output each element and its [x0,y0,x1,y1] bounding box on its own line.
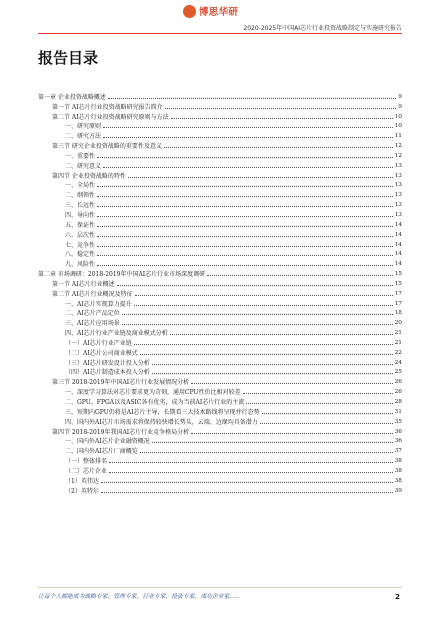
logo-icon [183,5,196,18]
toc-leader-dots [122,314,393,315]
toc-entry-title: （1）英伟达 [38,478,100,485]
toc-entry[interactable] [38,317,402,327]
toc-leader-dots [109,462,393,463]
toc-leader-dots [134,305,393,306]
toc-entry-page: 18 [394,310,402,317]
toc-entry[interactable] [38,91,402,101]
toc-entry-title: 第三节 研究企业投资战略的重要性及意义 [38,143,163,150]
toc-leader-dots [97,186,393,187]
logo-text: 博思华研 [199,7,239,18]
toc-entry[interactable] [38,455,402,465]
toc-entry-title: 二、AI芯片产品定位 [38,310,121,317]
toc-entry[interactable] [38,357,402,367]
toc-entry-page: 10 [394,123,402,130]
toc-entry-title: 二、GPU、FPGA以及ASIC各有优劣，成为当前AI芯片行业的主流 [38,399,245,406]
toc-leader-dots [108,98,396,99]
toc-entry[interactable] [38,101,402,111]
toc-entry[interactable] [38,337,402,347]
toc-entry-title: （一）整体排名 [38,458,108,465]
toc-leader-dots [207,275,392,276]
toc-entry[interactable] [38,278,402,288]
toc-entry-title: 三、短期内GPU仍将是AI芯片主导，长期看三大技术路线将呈现并行态势 [38,409,261,416]
toc-entry-title: （四）AI芯片制造成本投入分析 [38,369,151,376]
toc-entry-title: 九、风险性 [38,261,96,268]
toc-entry-page: 39 [394,487,402,494]
toc-entry[interactable] [38,249,402,259]
toc-entry-title: 第二节 AI芯片行业概况及特征 [38,291,134,298]
toc-entry-title: 八、稳定性 [38,251,96,258]
toc-entry-title: （三）AI芯片研发设计投入分析 [38,360,151,367]
toc-entry-title: 第三节 2018-2019年中国AI芯片行业发展情况分析 [38,379,190,386]
toc-leader-dots [122,324,393,325]
toc-entry-page: 17 [394,290,402,297]
toc-entry[interactable] [38,367,402,377]
toc-entry-page: 12 [394,152,402,159]
toc-leader-dots [152,442,393,443]
toc-entry-page: 37 [394,448,402,455]
toc-entry-page: 38 [394,477,402,484]
toc-leader-dots [101,492,393,493]
toc-entry-page: 13 [394,192,402,199]
toc-entry-page: 35 [394,418,402,425]
toc-entry[interactable] [38,396,402,406]
toc-entry[interactable] [38,209,402,219]
toc-leader-dots [152,373,393,374]
toc-entry-title: 四、AI芯片行业产业链及商业模式分析 [38,330,169,337]
footer-slogan: 让每个人都能成为战略专家，管理专家，行业专家，投资专家，成功企业家…… [38,594,241,600]
toc-leader-dots [97,226,393,227]
toc-entry-page: 9 [398,103,402,110]
toc-leader-dots [246,403,392,404]
toc-entry-page: 13 [394,162,402,169]
toc-entry[interactable] [38,475,402,485]
toc-entry-title: 一、国内外AI芯片企业融资概况 [38,438,151,445]
toc-entry-page: 13 [394,172,402,179]
toc-entry-page: 15 [394,280,402,287]
toc-entry-page: 12 [394,143,402,150]
toc-entry-title: 二、研究意义 [38,163,102,170]
toc-entry-title: 一、深度学习算法对芯片要求更为苛刻，通用CPU性价比相对较差 [38,389,242,396]
toc-entry[interactable] [38,199,402,209]
toc-leader-dots [128,177,393,178]
toc-leader-dots [97,157,393,158]
toc-entry[interactable] [38,436,402,446]
toc-entry[interactable] [38,180,402,190]
toc-entry-page: 14 [394,221,402,228]
toc-leader-dots [243,393,393,394]
toc-entry-title: （2）英特尔 [38,488,100,495]
toc-leader-dots [97,236,393,237]
toc-entry-title: 一、AI芯片实现算力提升 [38,301,133,308]
toc-entry-page: 25 [394,369,402,376]
toc-entry-title: 第四节 2018-2019年我国AI芯片行业竞争格局分析 [38,429,190,436]
toc-entry[interactable] [38,189,402,199]
toc-entry-title: 第一节 AI芯片行业概述 [38,281,116,288]
toc-entry-page: 13 [394,182,402,189]
toc-entry[interactable] [38,160,402,170]
toc-leader-dots [260,423,393,424]
toc-entry[interactable] [38,229,402,239]
toc-entry-page: 26 [394,379,402,386]
page-title: 报告目录 [38,49,99,67]
toc-entry[interactable] [38,406,402,416]
toc-entry-title: （一）AI芯片行业产业链 [38,340,133,347]
table-of-contents [38,91,402,495]
toc-entry-title: 第四节 企业投资战略的特性 [38,173,127,180]
footer-divider [38,587,402,588]
toc-leader-dots [170,334,393,335]
toc-leader-dots [135,295,393,296]
toc-entry-page: 17 [394,300,402,307]
toc-entry-page: 11 [394,133,402,140]
toc-entry[interactable] [38,111,402,121]
toc-entry[interactable] [38,268,402,278]
toc-entry-page: 24 [394,359,402,366]
toc-entry-page: 13 [394,211,402,218]
toc-leader-dots [97,246,393,247]
toc-entry-page: 15 [394,271,402,278]
toc-entry-title: 一、全局性 [38,182,96,189]
toc-leader-dots [191,383,392,384]
toc-leader-dots [97,196,393,197]
toc-entry-title: 第二节 AI芯片行业投资战略研究原则与方法 [38,114,170,121]
page-number: 2 [395,593,400,601]
report-header-title: 2020-2025年中国AI芯片行业投资战略制定与实施研究报告 [243,25,402,32]
toc-entry[interactable] [38,445,402,455]
toc-entry-title: 一、重要性 [38,153,96,160]
toc-leader-dots [97,216,393,217]
toc-entry[interactable] [38,347,402,357]
toc-entry-title: 六、层次性 [38,232,96,239]
toc-entry[interactable] [38,121,402,131]
toc-entry-page: 14 [394,251,402,258]
toc-leader-dots [262,413,393,414]
toc-leader-dots [103,137,393,138]
toc-leader-dots [117,285,393,286]
company-logo [183,4,238,18]
toc-entry-page: 14 [394,231,402,238]
toc-entry-title: 四、国内外AI芯片市场需求将保持较快增长势头，云端、边缘均具备潜力 [38,419,259,426]
toc-leader-dots [103,127,393,128]
toc-leader-dots [103,167,393,168]
toc-leader-dots [140,354,393,355]
toc-entry[interactable] [38,170,402,180]
toc-leader-dots [165,108,397,109]
toc-leader-dots [109,472,393,473]
toc-entry-title: 二、国内外AI芯片厂商概览 [38,448,139,455]
toc-leader-dots [97,206,393,207]
toc-entry[interactable] [38,386,402,396]
toc-entry-page: 10 [394,113,402,120]
toc-leader-dots [97,255,393,256]
toc-entry-page: 13 [394,202,402,209]
toc-entry[interactable] [38,376,402,386]
toc-leader-dots [191,433,392,434]
toc-leader-dots [164,147,393,148]
toc-leader-dots [152,364,393,365]
toc-entry-page: 36 [394,428,402,435]
toc-entry-page: 21 [394,330,402,337]
toc-entry-page: 22 [394,349,402,356]
toc-entry-title: （二）AI芯片公司商业模式 [38,350,139,357]
toc-entry-title: 四、导向性 [38,212,96,219]
toc-entry[interactable] [38,130,402,140]
toc-leader-dots [101,482,393,483]
toc-entry-title: 五、保证性 [38,222,96,229]
header-divider [38,33,402,34]
toc-entry-title: 一、研究原则 [38,123,102,130]
toc-entry-page: 26 [394,389,402,396]
toc-entry-page: 38 [394,467,402,474]
toc-entry-page: 28 [394,399,402,405]
toc-entry-page: 14 [394,261,402,268]
toc-entry[interactable] [38,308,402,318]
toc-entry[interactable] [38,288,402,298]
toc-entry[interactable] [38,485,402,495]
toc-entry-title: （二）芯片企业 [38,468,108,475]
toc-entry[interactable] [38,150,402,160]
toc-entry[interactable] [38,239,402,249]
toc-entry-page: 9 [398,93,402,100]
toc-entry[interactable] [38,465,402,475]
toc-entry-title: 第一章 企业投资战略概述 [38,93,106,101]
toc-entry-title: 三、AI芯片应用场景 [38,320,121,327]
toc-entry-title: 二、纲领性 [38,192,96,199]
toc-entry-title: 三、长远性 [38,202,96,209]
toc-entry-title: 七、竞争性 [38,242,96,249]
toc-entry-page: 31 [394,408,402,415]
toc-entry[interactable] [38,426,402,436]
toc-entry-page: 21 [394,339,402,346]
toc-entry-title: 二、研究方法 [38,133,102,140]
toc-entry-page: 38 [394,458,402,465]
toc-entry-title: 第一节 AI芯片行业投资战略研究报告简介 [38,104,164,111]
toc-leader-dots [97,265,393,266]
toc-leader-dots [171,118,393,119]
toc-entry[interactable] [38,416,402,426]
toc-entry-page: 36 [394,438,402,445]
toc-entry[interactable] [38,258,402,268]
toc-entry[interactable] [38,219,402,229]
toc-leader-dots [140,452,393,453]
toc-entry-page: 20 [394,320,402,327]
toc-entry[interactable] [38,298,402,308]
toc-entry-page: 14 [394,241,402,248]
toc-leader-dots [134,344,393,345]
toc-entry[interactable] [38,140,402,150]
toc-entry[interactable] [38,327,402,337]
toc-entry-title: 第二章 市场调研：2018-2019年中国AI芯片行业市场深度调研 [38,271,206,279]
